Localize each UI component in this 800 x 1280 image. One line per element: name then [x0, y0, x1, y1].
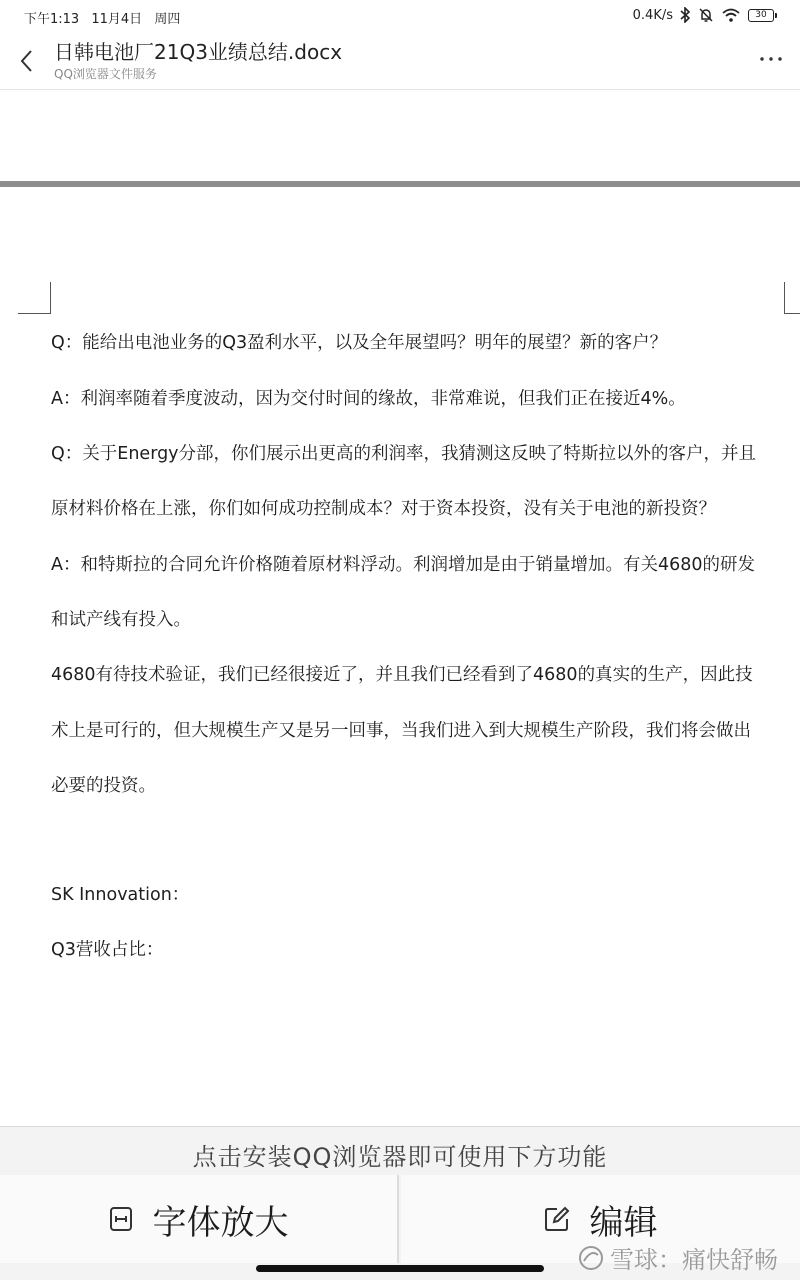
- paragraph: 4680有待技术验证，我们已经很接近了，并且我们已经看到了4680的真实的生产，因此技: [51, 665, 753, 685]
- paragraph: Q：能给出电池业务的Q3盈利水平，以及全年展望吗？明年的展望？新的客户？: [51, 333, 668, 353]
- battery-indicator: 30: [748, 9, 774, 22]
- back-icon[interactable]: [14, 46, 40, 76]
- title-bar: [0, 32, 800, 90]
- status-right: [633, 7, 774, 23]
- status-bar: [0, 0, 800, 32]
- net-speed: 0.4K/s: [632, 7, 673, 23]
- home-indicator[interactable]: [256, 1265, 544, 1272]
- xueqiu-logo-icon: [578, 1245, 604, 1271]
- wifi-icon: [721, 7, 741, 23]
- document-title: 日韩电池厂21Q3业绩总结.docx: [54, 40, 343, 64]
- status-weekday: 周四: [154, 12, 181, 27]
- status-time: 下午1:13: [24, 12, 80, 27]
- page-margin-mark-left: [18, 282, 51, 314]
- font-enlarge-label: 字体放大: [152, 1202, 289, 1243]
- document-subtitle: QQ浏览器文件服务: [54, 67, 157, 81]
- paragraph: 必要的投资。: [51, 776, 156, 796]
- status-date: 11月4日: [91, 12, 143, 27]
- paragraph: Q3营收占比：: [51, 940, 164, 960]
- watermark: [578, 1240, 778, 1275]
- paragraph: 术上是可行的，但大规模生产又是另一回事，当我们进入到大规模生产阶段，我们将会做出: [51, 721, 751, 741]
- bluetooth-icon: [680, 7, 691, 23]
- paragraph: 和试产线有投入。: [51, 610, 191, 630]
- paragraph: SK Innovation：: [51, 885, 190, 905]
- edit-label: 编辑: [589, 1202, 658, 1243]
- document-page[interactable]: [0, 187, 800, 1125]
- install-prompt[interactable]: 点击安装QQ浏览器即可使用下方功能: [192, 1143, 608, 1171]
- status-left: [24, 8, 188, 27]
- edit-icon: [544, 1206, 570, 1232]
- watermark-text: 雪球：痛快舒畅: [610, 1246, 778, 1274]
- mute-bell-icon: [698, 7, 714, 23]
- paragraph: 原材料价格在上涨，你们如何成功控制成本？对于资本投资，没有关于电池的新投资？: [51, 499, 716, 519]
- font-enlarge-button[interactable]: [0, 1175, 399, 1263]
- paragraph: A：和特斯拉的合同允许价格随着原材料浮动。利润增加是由于销量增加。有关4680的研发: [51, 555, 756, 575]
- page-margin-mark-right: [784, 282, 800, 314]
- paragraph: A：利润率随着季度波动，因为交付时间的缘故，非常难说，但我们正在接近4%。: [51, 389, 686, 409]
- more-icon[interactable]: [758, 46, 784, 72]
- paragraph: Q：关于Energy分部，你们展示出更高的利润率，我猜测这反映了特斯拉以外的客户，并且: [51, 444, 757, 464]
- font-size-icon: [109, 1206, 133, 1232]
- previous-page-bottom: [0, 91, 800, 181]
